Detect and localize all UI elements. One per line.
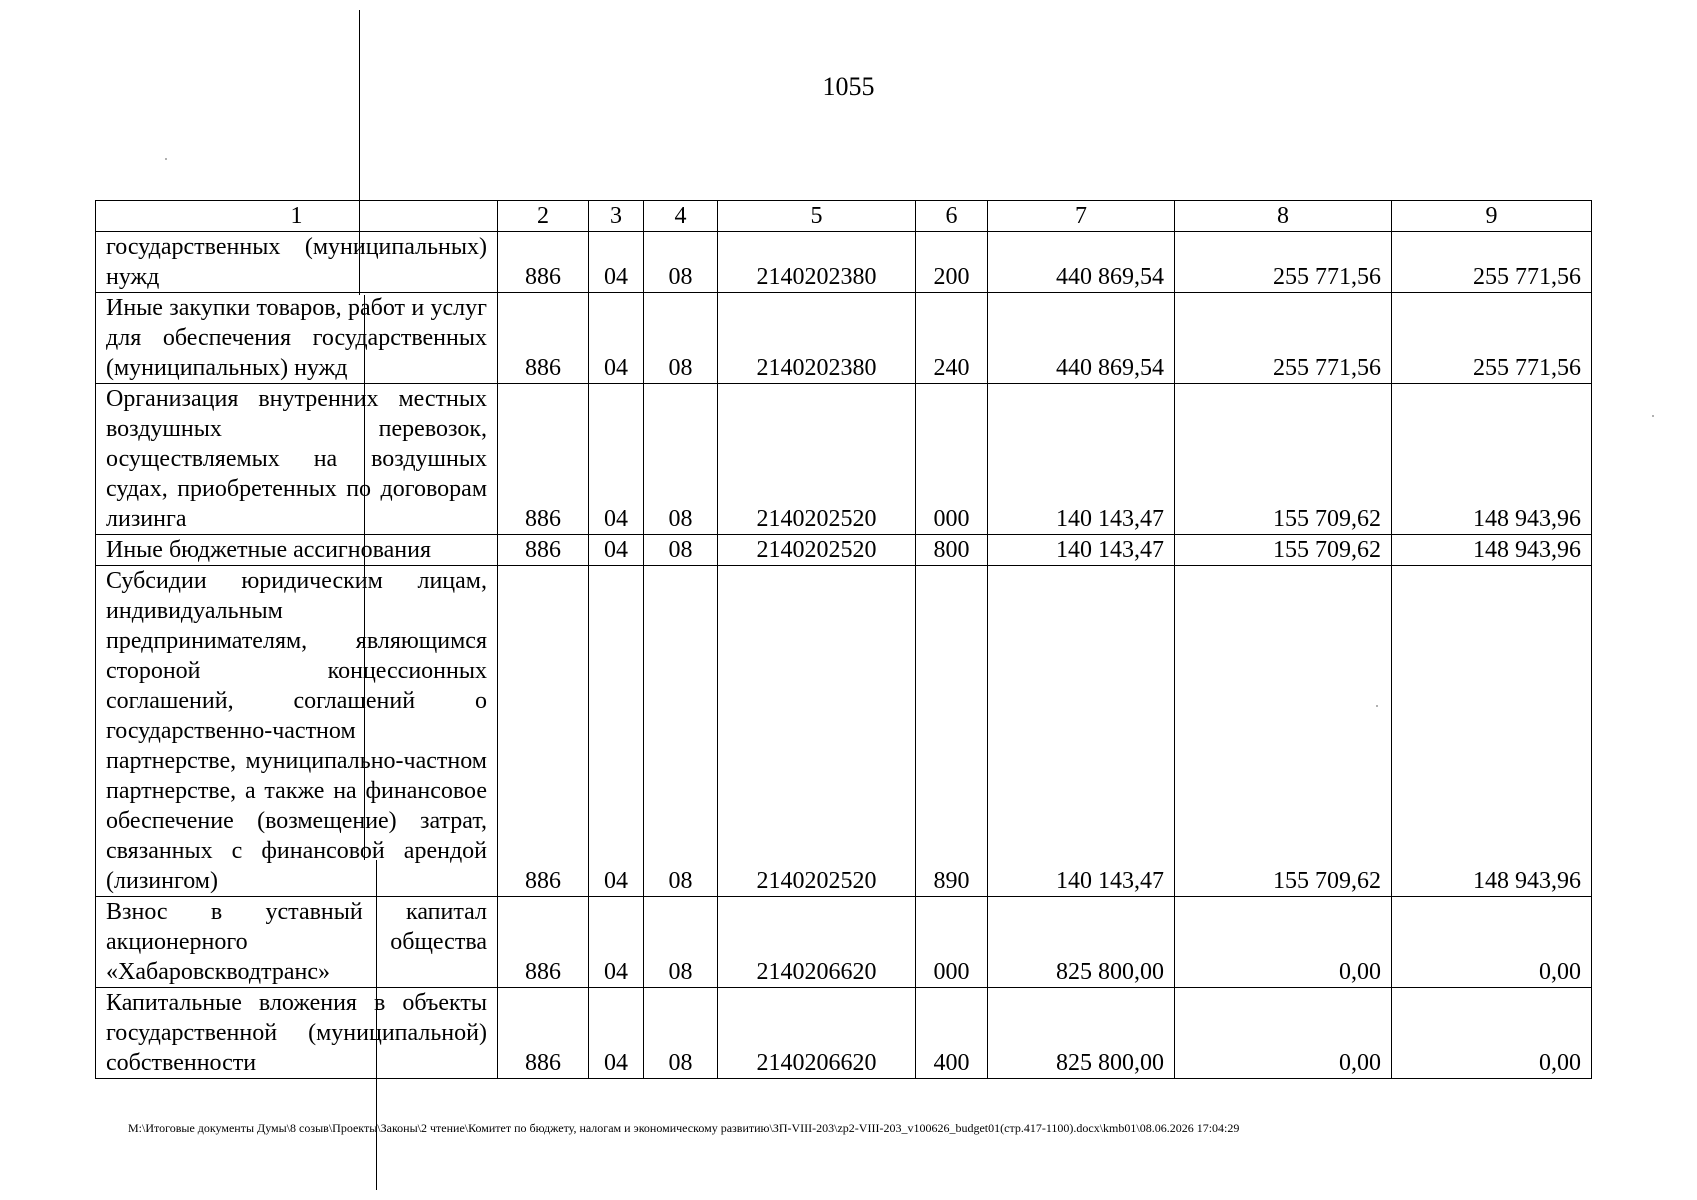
column-header: 1	[96, 201, 498, 232]
amount-cell: 148 943,96	[1392, 566, 1592, 897]
amount-cell: 155 709,62	[1175, 384, 1392, 535]
gryadm-cell: 886	[498, 293, 589, 384]
amount-cell: 825 800,00	[988, 897, 1175, 988]
amount-cell: 0,00	[1392, 988, 1592, 1079]
table-row	[96, 232, 1592, 293]
vr-cell: 000	[916, 384, 988, 535]
vr-cell: 240	[916, 293, 988, 384]
column-header: 8	[1175, 201, 1392, 232]
row-name-cell: Иные закупки товаров, работ и услуг для обеспечения государственных (муниципальных) нужд	[96, 293, 498, 384]
file-path-footer: M:\Итоговые документы Думы\8 созыв\Проекты\Законы\2 чтение\Комитет по бюджету, налогам и экономическому развитию\ЗП-VIII-203\zp2-VIII-203_v100626_budget01(стр.417-1100).docx\kmb01\08.06.2026 17:04:29	[128, 1121, 1240, 1135]
amount-cell: 825 800,00	[988, 988, 1175, 1079]
gryadm-cell: 886	[498, 566, 589, 897]
gryadm-cell: 886	[498, 535, 589, 566]
table-row	[96, 988, 1592, 1079]
row-name-cell: Взнос в уставный капитал акционерного общества «Хабаровскводтранс»	[96, 897, 498, 988]
row-name-cell: Иные бюджетные ассигнования	[96, 535, 498, 566]
table-row	[96, 897, 1592, 988]
vr-cell: 000	[916, 897, 988, 988]
table-body	[96, 201, 1592, 1079]
csr-cell: 2140202520	[718, 535, 916, 566]
gryadm-cell: 886	[498, 384, 589, 535]
amount-cell: 140 143,47	[988, 535, 1175, 566]
column-number-row	[96, 201, 1592, 232]
vr-cell: 800	[916, 535, 988, 566]
column-header: 9	[1392, 201, 1592, 232]
amount-cell: 0,00	[1175, 988, 1392, 1079]
pr-cell: 08	[644, 293, 718, 384]
amount-cell: 255 771,56	[1175, 293, 1392, 384]
page-number: 1055	[822, 72, 875, 101]
rz-cell: 04	[589, 897, 644, 988]
scan-speck	[165, 158, 167, 160]
budget-table	[95, 200, 1592, 1079]
table-row	[96, 566, 1592, 897]
rz-cell: 04	[589, 293, 644, 384]
column-header: 7	[988, 201, 1175, 232]
pr-cell: 08	[644, 384, 718, 535]
vr-cell: 400	[916, 988, 988, 1079]
rz-cell: 04	[589, 232, 644, 293]
column-header: 4	[644, 201, 718, 232]
amount-cell: 0,00	[1175, 897, 1392, 988]
gryadm-cell: 886	[498, 232, 589, 293]
column-header: 2	[498, 201, 589, 232]
amount-cell: 255 771,56	[1392, 293, 1592, 384]
amount-cell: 148 943,96	[1392, 535, 1592, 566]
pr-cell: 08	[644, 232, 718, 293]
column-header: 6	[916, 201, 988, 232]
pr-cell: 08	[644, 897, 718, 988]
csr-cell: 2140202520	[718, 566, 916, 897]
vr-cell: 200	[916, 232, 988, 293]
rz-cell: 04	[589, 384, 644, 535]
amount-cell: 440 869,54	[988, 232, 1175, 293]
amount-cell: 255 771,56	[1175, 232, 1392, 293]
pr-cell: 08	[644, 988, 718, 1079]
amount-cell: 255 771,56	[1392, 232, 1592, 293]
amount-cell: 440 869,54	[988, 293, 1175, 384]
row-name-cell: государственных (муниципальных) нужд	[96, 232, 498, 293]
row-name-cell: Организация внутренних местных воздушных перевозок, осуществляемых на воздушных судах, приобретенных по договорам лизинга	[96, 384, 498, 535]
csr-cell: 2140206620	[718, 897, 916, 988]
csr-cell: 2140206620	[718, 988, 916, 1079]
gryadm-cell: 886	[498, 897, 589, 988]
csr-cell: 2140202520	[718, 384, 916, 535]
amount-cell: 155 709,62	[1175, 535, 1392, 566]
row-name-cell: Капитальные вложения в объекты государственной (муниципальной) собственности	[96, 988, 498, 1079]
rz-cell: 04	[589, 566, 644, 897]
table-row	[96, 535, 1592, 566]
pr-cell: 08	[644, 535, 718, 566]
amount-cell: 155 709,62	[1175, 566, 1392, 897]
amount-cell: 140 143,47	[988, 384, 1175, 535]
pr-cell: 08	[644, 566, 718, 897]
amount-cell: 148 943,96	[1392, 384, 1592, 535]
csr-cell: 2140202380	[718, 232, 916, 293]
table-row	[96, 293, 1592, 384]
vr-cell: 890	[916, 566, 988, 897]
table-row	[96, 384, 1592, 535]
rz-cell: 04	[589, 535, 644, 566]
csr-cell: 2140202380	[718, 293, 916, 384]
column-header: 5	[718, 201, 916, 232]
amount-cell: 140 143,47	[988, 566, 1175, 897]
column-header: 3	[589, 201, 644, 232]
amount-cell: 0,00	[1392, 897, 1592, 988]
gryadm-cell: 886	[498, 988, 589, 1079]
scan-speck	[1652, 415, 1654, 417]
rz-cell: 04	[589, 988, 644, 1079]
row-name-cell: Субсидии юридическим лицам, индивидуальным предпринимателям, являющимся стороной концессионных соглашений, соглашений о государственно-частном партнерстве, муниципально-частном партнерстве, а также на финансовое обеспечение (возмещение) затрат, связанных с финансовой арендой (лизингом)	[96, 566, 498, 897]
